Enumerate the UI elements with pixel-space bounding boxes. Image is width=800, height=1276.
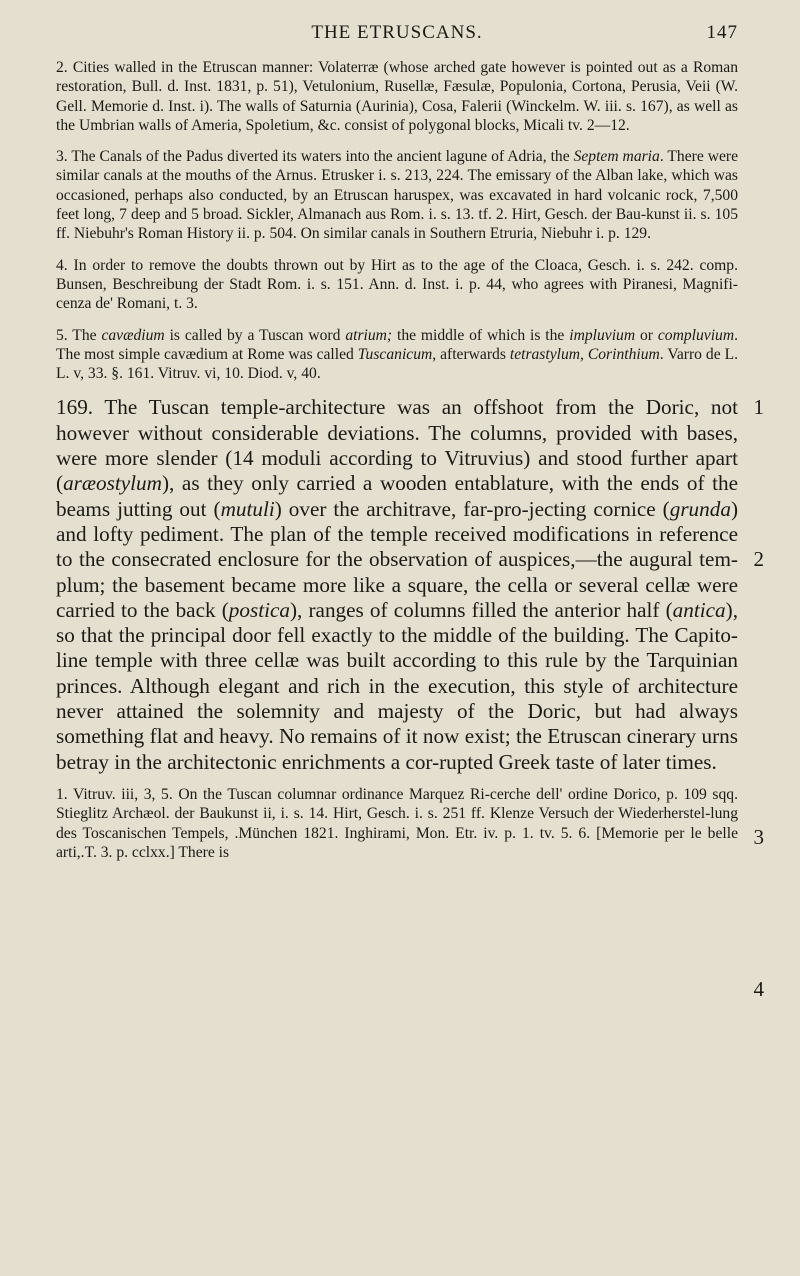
page-number: 147 [706, 22, 738, 43]
footnote-1: 1. Vitruv. iii, 3, 5. On the Tuscan columnar ordinance Marquez Ri-cerche dell' ordine Dorico, p. 109 sqq. Stieglitz Archæol. der Baukunst ii, i. s. 14. Hirt, Gesch. i. s. 251 ff. Klenze Versuch der Wiederherstel-lung des Toscanischen Tempels, .München 1821. Inghirami, Mon. Etr. iv. p. 1. tv. 5. 6. [Memorie per le belle arti,.T. 3. p. cclxx.] There is [56, 785, 738, 861]
section-169: 1 2 3 4 169. The Tuscan temple-architecture was an offshoot from the Doric, not however without considerable deviations. The columns, provided with bases, were more slender (14 moduli according to Vitruvius) and stood further apart (aræostylum), as they only carried a wooden entablature, with the ends of the beams jutting out (mutuli) over the architrave, far-pro-jecting cornice (grunda) and lofty pediment. The plan of the temple received modifications in reference to the consecrated enclosure for the observation of auspices,—the augural tem-plum; the basement became more like a square, the cella or several cellæ were carried to the back (postica), ranges of columns filled the anterior half (antica), so that the principal door fell exactly to the middle of the building. The Capito-line temple with three cellæ was built according to this rule by the Tarquinian princes. Although elegant and rich in the execution, this style of architecture never attained the solemnity and majesty of the Doric, but had always something flat and heavy. No remains of it now exist; the Etruscan cinerary urns betray in the architectonic enrichments a cor-rupted Greek taste of later times. [56, 395, 764, 1002]
margin-number: 3 [753, 825, 764, 850]
running-header [56, 18, 738, 58]
note-3: 3. The Canals of the Padus diverted its waters into the ancient lagune of Adria, the Septem maria. There were similar canals at the mouths of the Arnus. Etrusker i. s. 213, 224. The emissary of the Alban lake, which was occasioned, perhaps also conducted, by an Etruscan haruspex, was excavated in hard volcanic rock, 7,500 feet long, 7 deep and 5 broad. Sickler, Almanach aus Rom. i. s. 13. tf. 2. Hirt, Gesch. der Bau-kunst ii. s. 105 ff. Niebuhr's Roman History ii. p. 504. On similar canals in Southern Etruria, Niebuhr i. p. 129. [56, 148, 738, 243]
margin-number: 4 [753, 977, 764, 1002]
running-title: THE ETRUSCANS. [311, 22, 483, 43]
note-2: 2. Cities walled in the Etruscan manner: Volaterræ (whose arched gate however is pointed out as a Roman restoration, Bull. d. Inst. 1831, p. 51), Vetulonium, Rusellæ, Fæsulæ, Populonia, Cortona, Perusia, Veii (W. Gell. Memorie d. Inst. i). The walls of Saturnia (Aurinia), Cosa, Falerii (Winckelm. W. iii. s. 167), as well as the Umbrian walls of Ameria, Spoletium, &c. consist of polygonal blocks, Micali tv. 2—12. [56, 59, 738, 134]
note-4: 4. In order to remove the doubts thrown out by Hirt as to the age of the Cloaca, Gesch. i. s. 242. comp. Bunsen, Beschreibung der Stadt Rom. i. s. 151. Ann. d. Inst. i. p. 44, who agrees with Piranesi, Magnifi-cenza de' Romani, t. 3. [56, 256, 738, 313]
margin-number: 2 [753, 547, 764, 572]
note-5: 5. The cavædium is called by a Tuscan word atrium; the middle of which is the impluvium or compluvium. The most simple cavædium at Rome was called Tuscanicum, afterwards tetrastylum, Corinthium. Varro de L. L. v, 33. §. 161. Vitruv. vi, 10. Diod. v, 40. [56, 326, 738, 383]
margin-number: 1 [753, 395, 764, 420]
